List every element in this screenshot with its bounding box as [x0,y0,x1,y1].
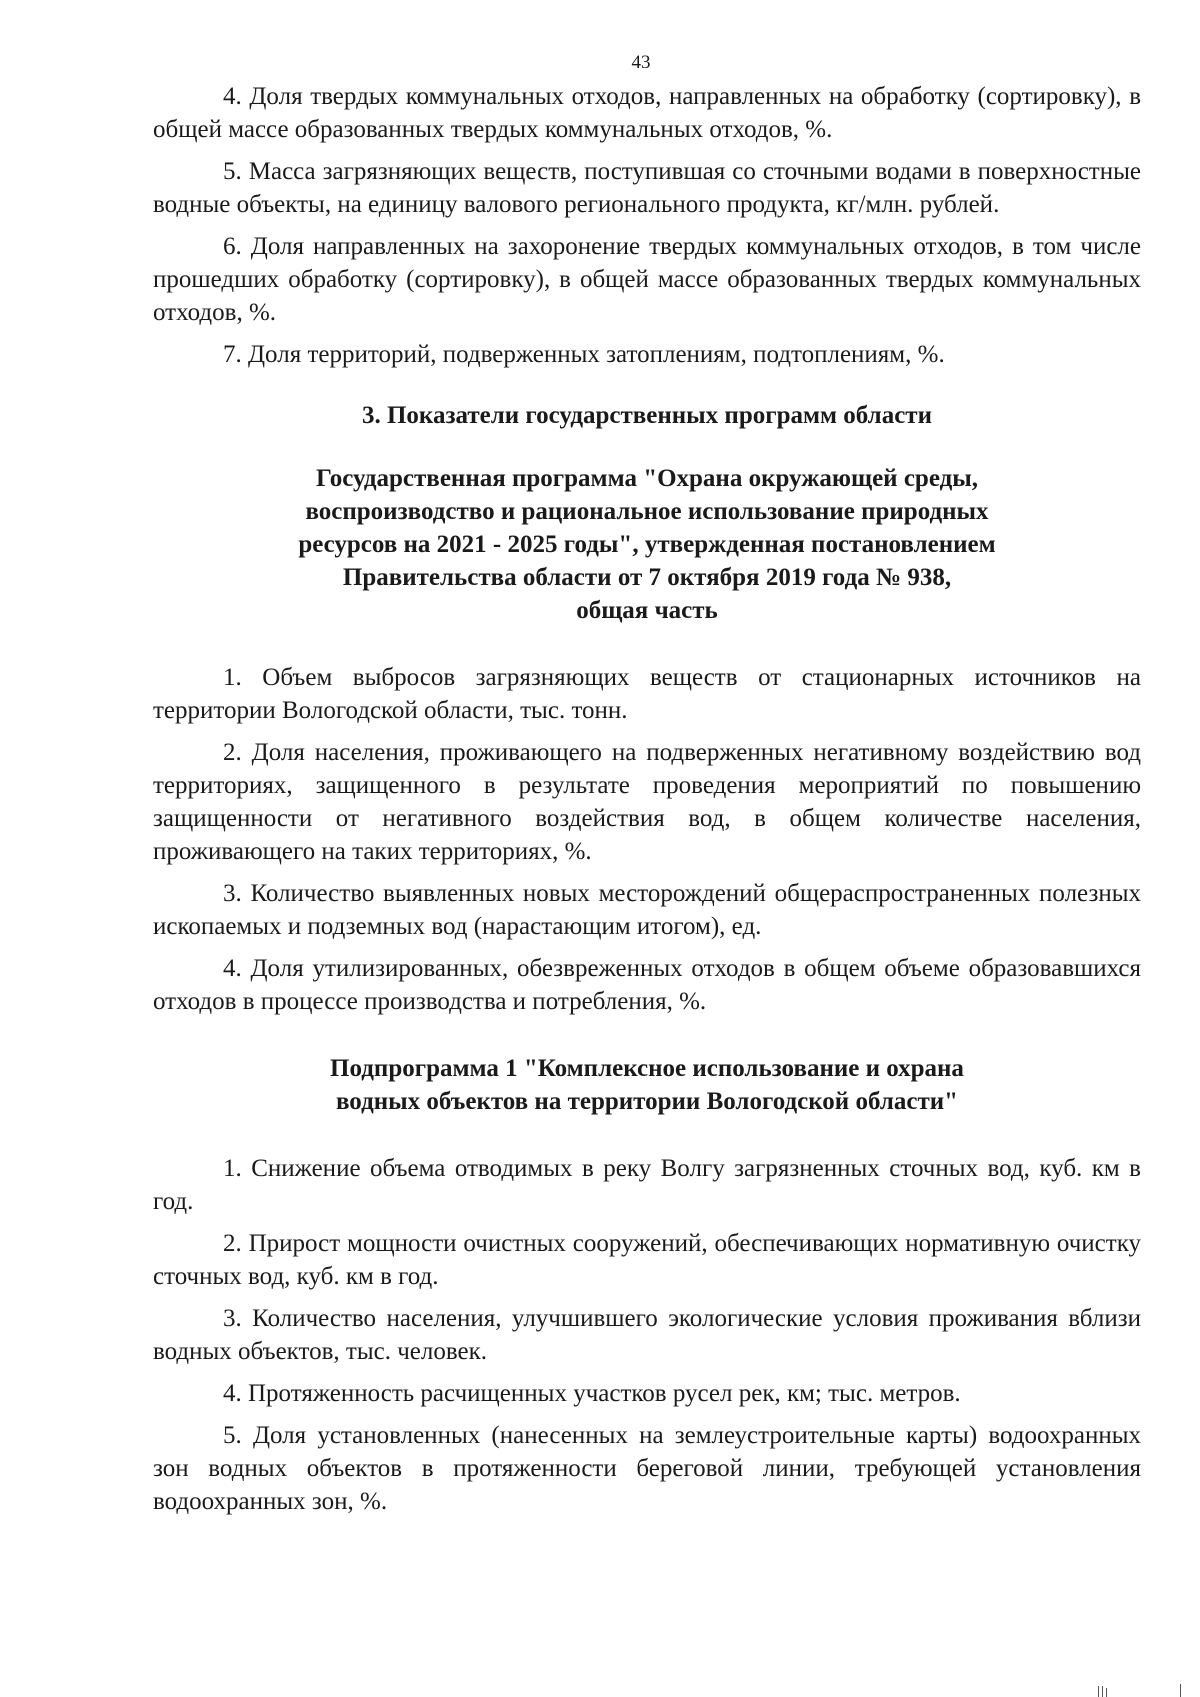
section-heading: 3. Показатели государственных программ области [361,402,932,429]
top-item-4: 4. Доля твердых коммунальных отходов, направленных на обработку (сортировку), в общей массе образованных твердых коммунальных отходов, %. [153,83,1141,143]
top-item-6: 6. Доля направленных на захоронение твердых коммунальных отходов, в том числе прошедших обработку (сортировку), в общей массе образованных твердых коммунальных отходов, %. [153,233,1141,326]
program-heading [153,462,1141,627]
subprogram-item-3: 3. Количество населения, улучшившего экологические условия проживания вблизи водных объектов, тыс. человек. [153,1305,1141,1365]
document-body [153,80,1141,1527]
program-item-3: 3. Количество выявленных новых месторождений общераспространенных полезных ископаемых и подземных вод (нарастающим итогом), ед. [153,880,1141,940]
subprogram-item-5: 5. Доля установленных (нанесенных на землеустроительные карты) водоохранных зон водных объектов в протяженности береговой линии, требующей установления водоохранных зон, %. [153,1422,1141,1515]
top-item-7: 7. Доля территорий, подверженных затоплениям, подтоплениям, %. [223,341,945,368]
subprogram-heading-line-1: Подпрограмма 1 "Комплексное использование и охрана [330,1055,964,1082]
top-item-5: 5. Масса загрязняющих веществ, поступившая со сточными водами в поверхностные водные объекты, на единицу валового регионального продукта, кг/млн. рублей. [153,158,1141,218]
scan-mark [1098,1686,1099,1697]
program-heading-line-3: ресурсов на 2021 - 2025 годы", утвержденная постановлением [298,531,996,558]
program-heading-line-4: Правительства области от 7 октября 2019 года № 938, [342,564,952,591]
program-item-1: 1. Объем выбросов загрязняющих веществ от стационарных источников на территории Вологодской области, тыс. тонн. [153,664,1141,724]
program-item-2: 2. Доля населения, проживающего на подверженных негативному воздействию вод территориях, защищенного в результате проведения мероприятий по повышению защищенности от негативного воздействия вод, в общем количестве населения, проживающего на таких территориях, %. [153,739,1141,865]
program-heading-line-1: Государственная программа "Охрана окружающей среды, [315,465,978,492]
page-number: 43 [631,52,651,73]
subprogram-item-1: 1. Снижение объема отводимых в реку Волгу загрязненных сточных вод, куб. км в год. [153,1155,1141,1215]
scan-mark [1102,1686,1103,1697]
scan-mark [1180,1684,1181,1697]
subprogram-heading-line-2: водных объектов на территории Вологодской области" [335,1088,959,1115]
program-heading-line-2: воспроизводство и рациональное использование природных [305,498,989,525]
program-item-4: 4. Доля утилизированных, обезвреженных отходов в общем объеме образовавшихся отходов в процессе производства и потребления, %. [153,955,1141,1015]
subprogram-heading [153,1052,1141,1118]
program-heading-line-5: общая часть [576,597,718,624]
subprogram-item-4: 4. Протяженность расчищенных участков русел рек, км; тыс. метров. [223,1380,961,1407]
subprogram-item-2: 2. Прирост мощности очистных сооружений, обеспечивающих нормативную очистку сточных вод, куб. км в год. [153,1230,1141,1290]
scan-mark [1106,1688,1107,1697]
